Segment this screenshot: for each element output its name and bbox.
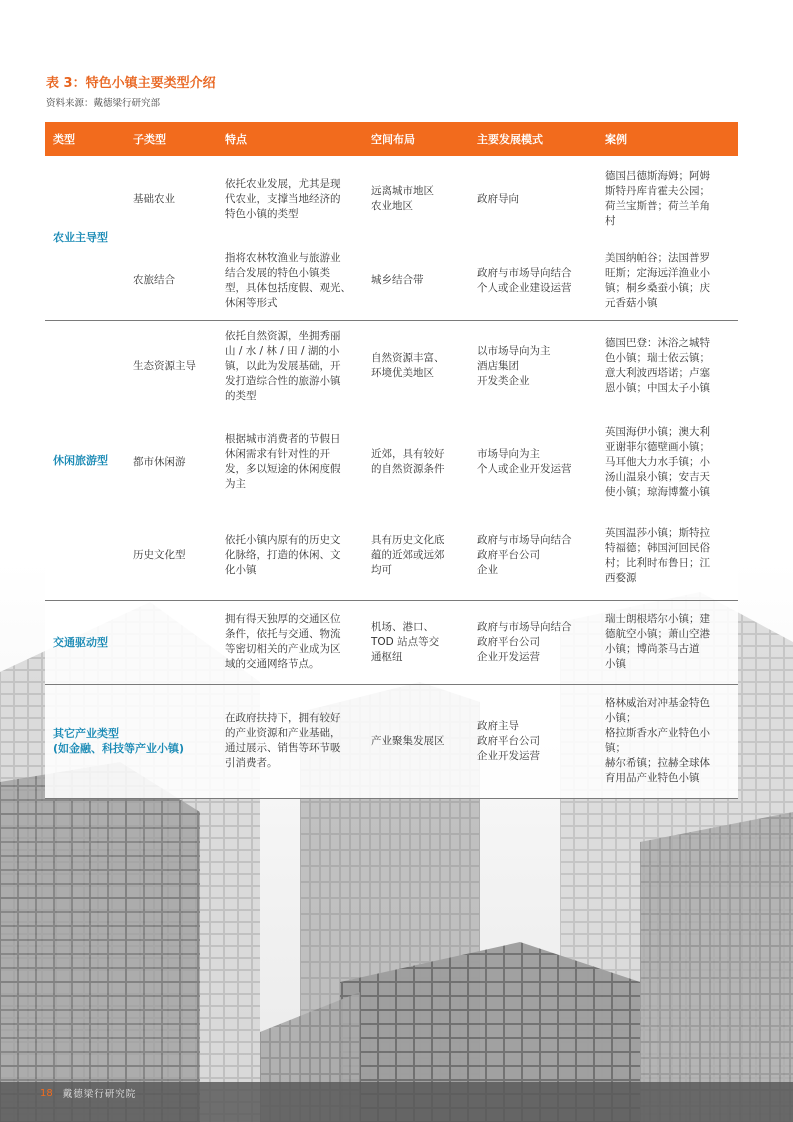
model-cell: 市场导向为主 个人或企业开发运营 — [469, 412, 597, 512]
table-row — [45, 684, 738, 798]
table-row — [45, 156, 738, 242]
feature-cell: 根据城市消费者的节假日 休闲需求有针对性的开 发，多以短途的休闲度假 为主 — [217, 412, 363, 512]
layout-cell: 自然资源丰富、 环境优美地区 — [363, 320, 469, 412]
feature-cell: 指将农林牧渔业与旅游业 结合发展的特色小镇类 型，具体包括度假、观光、 休闲等形式 — [217, 242, 363, 320]
layout-cell: 具有历史文化底 蕴的近郊或远郊 均可 — [363, 512, 469, 600]
header-model: 主要发展模式 — [469, 122, 597, 156]
table-source: 资料来源：戴德梁行研究部 — [46, 98, 161, 109]
feature-cell: 依托农业发展，尤其是现 代农业，支撑当地经济的 特色小镇的类型 — [217, 156, 363, 242]
table-row — [45, 412, 738, 512]
page-number: 18 — [40, 1087, 53, 1099]
type-cell: 其它产业类型 (如金融、科技等产业小镇) — [45, 684, 217, 798]
subtype-cell: 农旅结合 — [125, 242, 217, 320]
footer-brand: 戴德梁行研究院 — [62, 1089, 137, 1100]
model-cell: 政府与市场导向结合 个人或企业建设运营 — [469, 242, 597, 320]
layout-cell: 远离城市地区 农业地区 — [363, 156, 469, 242]
subtype-cell: 都市休闲游 — [125, 412, 217, 512]
town-types-table — [45, 122, 738, 799]
cases-cell: 格林威治对冲基金特色 小镇； 格拉斯香水产业特色小 镇； 赫尔希镇；拉赫全球体 育用品产业特色小镇 — [597, 684, 738, 798]
header-feature: 特点 — [217, 122, 363, 156]
layout-cell: 近郊，具有较好 的自然资源条件 — [363, 412, 469, 512]
header-layout: 空间布局 — [363, 122, 469, 156]
table-header-row — [45, 122, 738, 156]
cases-cell: 英国温莎小镇；斯特拉 特福德；韩国河回民俗 村；比利时布鲁日；江 西婺源 — [597, 512, 738, 600]
feature-cell: 拥有得天独厚的交通区位 条件，依托与交通、物流 等密切相关的产业成为区 域的交通网络节点。 — [217, 600, 363, 684]
page-footer — [40, 1086, 136, 1100]
model-cell: 以市场导向为主 酒店集团 开发类企业 — [469, 320, 597, 412]
header-type: 类型 — [45, 122, 125, 156]
cases-cell: 德国吕德斯海姆；阿姆 斯特丹库肯霍夫公园； 荷兰宝斯普；荷兰羊角 村 — [597, 156, 738, 242]
table-row — [45, 512, 738, 600]
type-cell: 农业主导型 — [45, 156, 125, 320]
cases-cell: 德国巴登：沐浴之城特 色小镇；瑞士依云镇； 意大利波西塔诺；卢塞 恩小镇；中国太子小镇 — [597, 320, 738, 412]
cases-cell: 瑞士朗根塔尔小镇；建 德航空小镇；萧山空港 小镇；博尚茶马古道 小镇 — [597, 600, 738, 684]
table-row — [45, 320, 738, 412]
table-row — [45, 600, 738, 684]
header-subtype: 子类型 — [125, 122, 217, 156]
model-cell: 政府与市场导向结合 政府平台公司 企业开发运营 — [469, 600, 597, 684]
table-row — [45, 242, 738, 320]
subtype-cell: 生态资源主导 — [125, 320, 217, 412]
model-cell: 政府与市场导向结合 政府平台公司 企业 — [469, 512, 597, 600]
subtype-cell: 基础农业 — [125, 156, 217, 242]
subtype-cell — [125, 600, 217, 684]
cases-cell: 美国纳帕谷；法国普罗 旺斯；定海远洋渔业小 镇；桐乡桑蚕小镇；庆 元香菇小镇 — [597, 242, 738, 320]
table-caption — [46, 76, 216, 109]
model-cell: 政府导向 — [469, 156, 597, 242]
model-cell: 政府主导 政府平台公司 企业开发运营 — [469, 684, 597, 798]
type-cell: 休闲旅游型 — [45, 320, 125, 600]
subtype-cell: 历史文化型 — [125, 512, 217, 600]
table-title: 表 3：特色小镇主要类型介绍 — [46, 76, 216, 91]
layout-cell: 机场、港口、 TOD 站点等交 通枢纽 — [363, 600, 469, 684]
layout-cell: 产业聚集发展区 — [363, 684, 469, 798]
layout-cell: 城乡结合带 — [363, 242, 469, 320]
feature-cell: 依托自然资源，坐拥秀丽 山 / 水 / 林 / 田 / 湖的小 镇，以此为发展基础，开 发打造综合性的旅游小镇 的类型 — [217, 320, 363, 412]
type-cell: 交通驱动型 — [45, 600, 125, 684]
feature-cell: 依托小镇内原有的历史文 化脉络，打造的休闲、文 化小镇 — [217, 512, 363, 600]
cases-cell: 英国海伊小镇；澳大利 亚谢菲尔德壁画小镇； 马耳他大力水手镇；小 汤山温泉小镇；安吉天 使小镇；琼海博鳌小镇 — [597, 412, 738, 512]
feature-cell: 在政府扶持下，拥有较好 的产业资源和产业基础， 通过展示、销售等环节吸 引消费者。 — [217, 684, 363, 798]
header-cases: 案例 — [597, 122, 738, 156]
